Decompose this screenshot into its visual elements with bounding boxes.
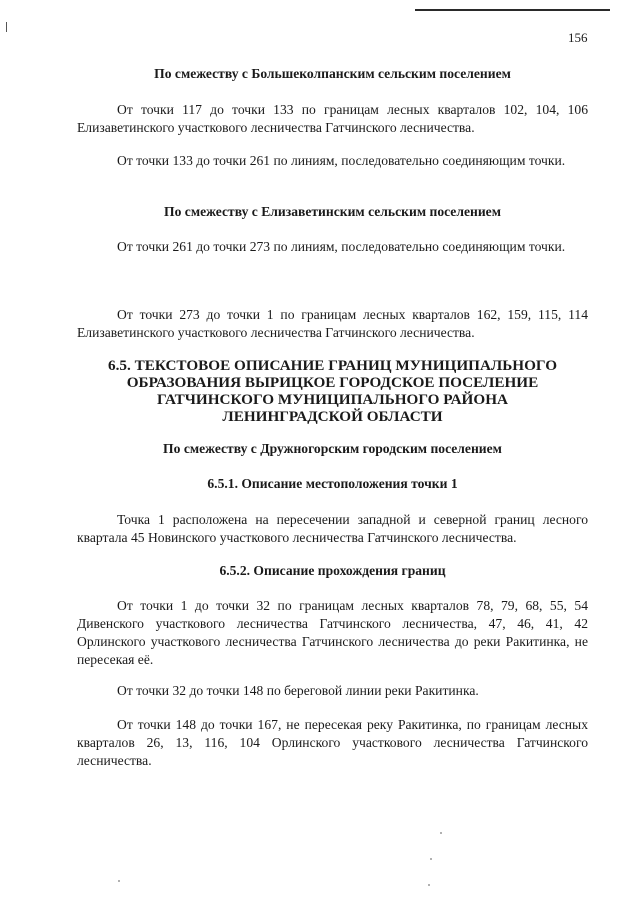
paragraph-32-148: От точки 32 до точки 148 по береговой линии реки Ракитинка. [117, 683, 479, 698]
page-number: 156 [568, 30, 588, 45]
paragraph-117-133: От точки 117 до точки 133 по границам лесных кварталов 102, 104, 106 Елизаветинского участкового лесничества Гатчинского лесничества. [77, 102, 588, 135]
paragraph-point-1: Точка 1 расположена на пересечении западной и северной границ лесного квартала 45 Новинского участкового лесничества Гатчинского лесничества. [77, 512, 588, 545]
chapter-title-line: ГАТЧИНСКОГО МУНИЦИПАЛЬНОГО РАЙОНА [157, 391, 508, 408]
chapter-title [60, 357, 605, 425]
paragraph-148-167: От точки 148 до точки 167, не пересекая реку Ракитинка, по границам лесных кварталов 26, 13, 116, 104 Орлинского участкового лесничества Гатчинского лесничества. [77, 717, 588, 768]
paragraph-1-32: От точки 1 до точки 32 по границам лесных кварталов 78, 79, 68, 55, 54 Дивенского участкового лесничества Гатчинского лесничества, 47, 46, 41, 42 Орлинского участкового лесничества Гатчинского лесничества до реки Ракитинка, не пересекая её. [77, 598, 588, 667]
scan-edge-mark [6, 22, 7, 32]
paragraph-block [77, 152, 588, 170]
paragraph-block [77, 306, 588, 342]
chapter-title-line: 6.5. ТЕКСТОВОЕ ОПИСАНИЕ ГРАНИЦ МУНИЦИПАЛЬНОГО [107, 357, 558, 374]
scan-speck [428, 884, 430, 886]
paragraph-block [77, 101, 588, 137]
paragraph-block [77, 716, 588, 770]
paragraph-block [77, 511, 588, 547]
paragraph-273-1: От точки 273 до точки 1 по границам лесных кварталов 162, 159, 115, 114 Елизаветинского участкового лесничества Гатчинского лесничества. [77, 307, 588, 340]
subsection-heading-6-5-1: 6.5.1. Описание местоположения точки 1 [207, 476, 458, 491]
scan-speck [440, 832, 442, 834]
paragraph-261-273: От точки 261 до точки 273 по линиям, последовательно соединяющим точки. [117, 239, 566, 254]
chapter-title-line: ЛЕНИНГРАДСКОЙ ОБЛАСТИ [222, 408, 443, 425]
subsection-heading-6-5-2: 6.5.2. Описание прохождения границ [219, 563, 446, 578]
section-heading-elizavetinskoe: По смежеству с Елизаветинским сельским поселением [164, 204, 501, 219]
paragraph-block [77, 682, 588, 700]
paragraph-block [77, 238, 588, 256]
section-heading-bolshekolpanskoe: По смежеству с Большеколпанским сельским поселением [154, 66, 511, 81]
paragraph-block [77, 597, 588, 669]
chapter-title-line: ОБРАЗОВАНИЯ ВЫРИЦКОЕ ГОРОДСКОЕ ПОСЕЛЕНИЕ [126, 374, 539, 391]
section-heading-druzhnogorskoe: По смежеству с Дружногорским городским поселением [163, 441, 502, 456]
paragraph-133-261: От точки 133 до точки 261 по линиям, последовательно соединяющим точки. [117, 153, 566, 168]
scan-speck [430, 858, 432, 860]
scan-border-line [415, 9, 610, 11]
scan-speck [118, 880, 120, 882]
